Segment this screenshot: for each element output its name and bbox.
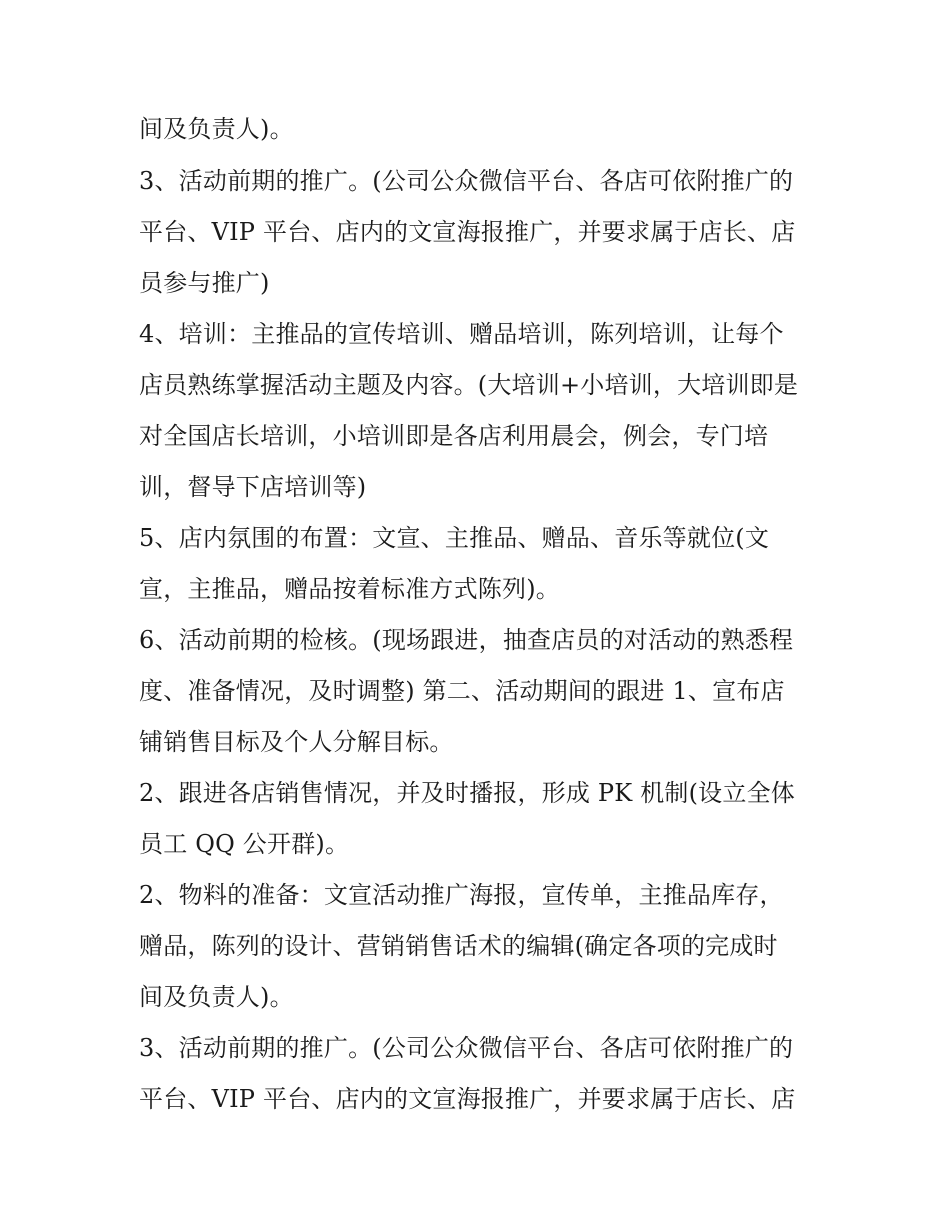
- text-line: 平台、VIP 平台、店内的文宣海报推广，并要求属于店长、店: [139, 1085, 796, 1113]
- text-line: 6、活动前期的检核。(现场跟进，抽查店员的对活动的熟悉程: [139, 626, 794, 654]
- text-line: 铺销售目标及个人分解目标。: [139, 728, 454, 756]
- text-line: 训，督导下店培训等): [139, 473, 367, 501]
- text-line: 员参与推广): [139, 269, 270, 297]
- text-line: 对全国店长培训，小培训即是各店利用晨会，例会，专门培: [139, 422, 769, 450]
- text-line: 平台、VIP 平台、店内的文宣海报推广，并要求属于店长、店: [139, 218, 796, 246]
- text-line: 度、准备情况，及时调整) 第二、活动期间的跟进 1、宣布店: [139, 677, 785, 705]
- text-line: 间及负责人)。: [139, 115, 294, 143]
- text-line: 3、活动前期的推广。(公司公众微信平台、各店可依附推广的: [139, 1034, 794, 1062]
- text-line: 2、物料的准备：文宣活动推广海报，宣传单，主推品库存，: [139, 881, 784, 909]
- text-line: 店员熟练掌握活动主题及内容。(大培训+小培训，大培训即是: [139, 371, 799, 399]
- text-line: 3、活动前期的推广。(公司公众微信平台、各店可依附推广的: [139, 167, 794, 195]
- text-line: 间及负责人)。: [139, 983, 294, 1011]
- text-line: 员工 QQ 公开群)。: [139, 830, 350, 858]
- text-line: 2、跟进各店销售情况，并及时播报，形成 PK 机制(设立全体: [139, 779, 795, 807]
- text-line: 4、培训：主推品的宣传培训、赠品培训，陈列培训，让每个: [139, 320, 784, 348]
- text-line: 5、店内氛围的布置：文宣、主推品、赠品、音乐等就位(文: [139, 524, 770, 552]
- text-line: 赠品，陈列的设计、营销销售话术的编辑(确定各项的完成时: [139, 932, 778, 960]
- text-line: 宣，主推品，赠品按着标准方式陈列)。: [139, 575, 560, 603]
